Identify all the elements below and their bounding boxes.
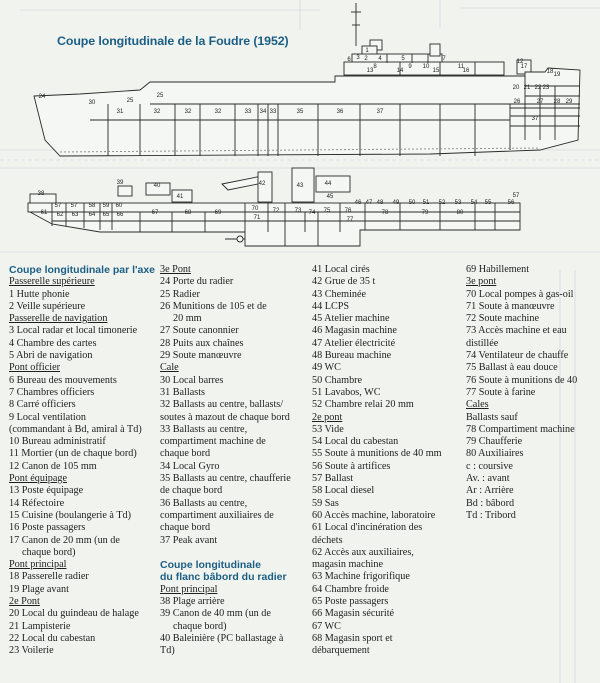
legend-item: 19 Plage avant bbox=[9, 583, 69, 595]
legend-item: Ballasts sauf bbox=[466, 411, 518, 423]
ship-1-compartment-label: 24 bbox=[38, 94, 46, 100]
ship-1-compartment-label: 32 bbox=[184, 109, 192, 115]
legend-item: débarquement bbox=[312, 645, 370, 657]
ship-2-compartment-label: 51 bbox=[422, 200, 430, 206]
ship-2-compartment-label: 67 bbox=[151, 210, 159, 216]
legend-item: 31 Ballasts bbox=[160, 386, 205, 398]
legend-item: 40 Baleinière (PC ballastage à bbox=[160, 632, 284, 644]
ship-2-compartment-label: 45 bbox=[326, 194, 334, 200]
ship-2-compartment-label: 78 bbox=[381, 210, 389, 216]
legend-item: 22 Local du cabestan bbox=[9, 632, 96, 644]
legend-item: 57 Ballast bbox=[312, 473, 354, 485]
legend-item: Ar : Arrière bbox=[466, 485, 514, 497]
legend-item: 48 Bureau machine bbox=[312, 350, 392, 362]
legend-item: 75 Ballast à eau douce bbox=[466, 362, 558, 374]
legend-item: 12 Canon de 105 mm bbox=[9, 460, 97, 472]
ship-2-compartment-label: 64 bbox=[88, 212, 96, 218]
ship-1-compartment-label: 25 bbox=[156, 93, 164, 99]
legend-item: Bd : bâbord bbox=[466, 497, 515, 509]
ship-1-compartment-label: 29 bbox=[565, 99, 573, 105]
ship-2-compartment-label: 52 bbox=[438, 200, 446, 206]
legend-item: 78 Compartiment machine bbox=[466, 423, 575, 435]
legend-heading: Coupe longitudinale par l'axe bbox=[9, 264, 156, 276]
legend-item: 29 Soute manœuvre bbox=[160, 350, 242, 362]
ship-2-compartment-label: 71 bbox=[253, 215, 261, 221]
ship-1-compartment-label: 28 bbox=[553, 99, 561, 105]
ship-1-compartment-label: 15 bbox=[432, 68, 440, 74]
ship-2-compartment-label: 50 bbox=[408, 200, 416, 206]
legend-item: 4 Chambre des cartes bbox=[9, 337, 97, 349]
legend-subheading: Passerelle supérieure bbox=[9, 276, 95, 288]
legend-item bbox=[160, 547, 291, 559]
legend-item: 43 Cheminée bbox=[312, 288, 367, 300]
legend-item: 44 LCPS bbox=[312, 300, 350, 312]
ship-1-compartment-label: 10 bbox=[422, 64, 430, 70]
ship-1-compartment-label: 33 bbox=[244, 109, 252, 115]
legend-item: 13 Poste équipage bbox=[9, 485, 84, 497]
legend-item: 62 Accès aux auxiliaires, bbox=[312, 546, 414, 558]
ship-2-compartment-label: 54 bbox=[470, 200, 478, 206]
ship-1-compartment-label: 9 bbox=[408, 64, 412, 70]
legend-subheading: 2e Pont bbox=[9, 596, 40, 608]
ship-1-compartment-label: 23 bbox=[542, 85, 550, 91]
legend-item: 70 Local pompes à gas-oil bbox=[466, 288, 574, 300]
legend-item: 79 Chaufferie bbox=[466, 436, 523, 448]
legend-item: 20 Local du guindeau de halage bbox=[9, 608, 139, 620]
legend-item: distillée bbox=[466, 337, 499, 349]
ship-2-compartment-label: 43 bbox=[296, 183, 304, 189]
legend-item: 3 Local radar et local timonerie bbox=[9, 325, 138, 337]
legend-item: 15 Cuisine (boulangerie à Td) bbox=[9, 509, 132, 521]
legend-heading: Coupe longitudinale bbox=[160, 559, 261, 572]
ship-1-compartment-label: 12 bbox=[516, 59, 524, 65]
legend-item: de chaque bord bbox=[160, 485, 223, 497]
ship-2-compartment-label: 53 bbox=[454, 200, 462, 206]
legend-item: 45 Atelier machine bbox=[312, 313, 390, 325]
legend-item: 28 Puits aux chaînes bbox=[160, 337, 244, 349]
legend-item: 36 Ballasts au centre, bbox=[160, 497, 248, 509]
ship-1-compartment-label: 1 bbox=[365, 48, 369, 54]
ship-2-compartment-label: 39 bbox=[116, 180, 124, 186]
ship-1-compartment-label: 2 bbox=[364, 56, 368, 62]
legend-item: 76 Soute à munitions de 40 bbox=[466, 374, 578, 386]
legend-subheading: Pont officier bbox=[9, 362, 61, 374]
ship-2-compartment-label: 57 bbox=[70, 203, 78, 209]
legend-item: 50 Chambre bbox=[312, 374, 363, 386]
legend-item: 16 Poste passagers bbox=[9, 522, 86, 534]
ship-1-compartment-label: 32 bbox=[214, 109, 222, 115]
legend-item: 18 Passerelle radier bbox=[9, 571, 89, 583]
legend-item: 55 Soute à munitions de 40 mm bbox=[312, 448, 442, 460]
ship-1-compartment-label: 26 bbox=[513, 99, 521, 105]
ship-1-compartment-label: 4 bbox=[378, 56, 382, 62]
ship-1-compartment-label: 19 bbox=[553, 72, 561, 78]
ship-2-compartment-label: 57 bbox=[512, 193, 520, 199]
ship-2-compartment-label: 66 bbox=[116, 212, 124, 218]
legend-item: 51 Lavabos, WC bbox=[312, 386, 381, 398]
legend-item: 39 Canon de 40 mm (un de bbox=[160, 608, 271, 620]
legend-item: 68 Magasin sport et bbox=[312, 632, 393, 644]
ship-2-compartment-label: 80 bbox=[456, 210, 464, 216]
ship-2-compartment-label: 48 bbox=[376, 200, 384, 206]
ship-2-compartment-label: 55 bbox=[484, 200, 492, 206]
ship-2-compartment-label: 68 bbox=[184, 210, 192, 216]
legend-item: 11 Mortier (un de chaque bord) bbox=[9, 448, 137, 460]
legend-subheading: Pont équipage bbox=[9, 473, 68, 485]
legend-item: c : coursive bbox=[466, 460, 513, 472]
legend-column-4 bbox=[466, 264, 577, 522]
legend-heading: du flanc bâbord du radier bbox=[160, 571, 287, 584]
legend-subheading: 3e Pont bbox=[160, 264, 191, 275]
legend-item: déchets bbox=[312, 534, 343, 546]
legend-item: 58 Local diesel bbox=[312, 485, 375, 497]
ship-1-compartment-label: 16 bbox=[462, 68, 470, 74]
legend-item: 64 Chambre froide bbox=[312, 583, 389, 595]
legend-item: 30 Local barres bbox=[160, 374, 224, 386]
legend-item: 33 Ballasts au centre, bbox=[160, 423, 248, 435]
legend-item: magasin machine bbox=[312, 559, 384, 571]
page-title: Coupe longitudinale de la Foudre (1952) bbox=[57, 34, 289, 48]
ship-2-compartment-label: 76 bbox=[344, 208, 352, 214]
ship-2-compartment-label: 77 bbox=[346, 217, 354, 223]
ship-1-compartment-label: 34 bbox=[259, 109, 267, 115]
legend-item: chaque bord) bbox=[173, 620, 227, 632]
legend-item: 49 WC bbox=[312, 362, 341, 374]
legend-item: 52 Chambre relai 20 mm bbox=[312, 399, 414, 411]
legend-item: 34 Local Gyro bbox=[160, 460, 220, 472]
ship-2-compartment-label: 56 bbox=[507, 200, 515, 206]
legend-item: 25 Radier bbox=[160, 288, 200, 300]
ship-1-compartment-label: 14 bbox=[396, 68, 404, 74]
ship-2-compartment-label: 70 bbox=[251, 206, 259, 212]
legend-item: 71 Soute à manœuvre bbox=[466, 300, 555, 312]
legend-item: (commandant à Bd, amiral à Td) bbox=[9, 423, 142, 435]
legend-item: 37 Peak avant bbox=[160, 534, 218, 546]
legend-item: 1 Hutte phonie bbox=[9, 288, 70, 300]
legend-item: compartiment auxiliaires de bbox=[160, 509, 274, 521]
ship-2-compartment-label: 61 bbox=[40, 210, 48, 216]
legend-item: Td : Tribord bbox=[466, 509, 516, 521]
ship-cross-sections bbox=[0, 0, 600, 265]
legend-subheading: Cales bbox=[466, 399, 489, 411]
ship-2-compartment-label: 59 bbox=[102, 203, 110, 209]
ship-2-compartment-label: 75 bbox=[323, 208, 331, 214]
ship-2-compartment-label: 58 bbox=[88, 203, 96, 209]
legend-item: 5 Abri de navigation bbox=[9, 350, 93, 362]
ship-2-compartment-label: 40 bbox=[153, 183, 161, 189]
legend-subheading: Cale bbox=[160, 362, 179, 374]
legend-item: 54 Local du cabestan bbox=[312, 436, 399, 448]
ship-1-compartment-label: 17 bbox=[520, 64, 528, 70]
legend-item: 61 Local d'incinération des bbox=[312, 522, 423, 534]
legend-item: 27 Soute canonnier bbox=[160, 325, 239, 337]
legend-item: 26 Munitions de 105 et de bbox=[160, 300, 267, 312]
legend-item: 20 mm bbox=[173, 313, 202, 325]
ship-1-compartment-label: 30 bbox=[88, 100, 96, 106]
legend-item: 14 Réfectoire bbox=[9, 497, 65, 509]
legend-item: 69 Habillement bbox=[466, 264, 530, 275]
ship-2-compartment-label: 46 bbox=[354, 200, 362, 206]
ship-1-compartment-label: 21 bbox=[523, 85, 531, 91]
legend-item: 24 Porte du radier bbox=[160, 276, 234, 288]
ship-2-compartment-label: 73 bbox=[294, 208, 302, 214]
ship-1-compartment-label: 13 bbox=[366, 68, 374, 74]
legend-item: 60 Accès machine, laboratoire bbox=[312, 509, 436, 521]
ship-2-compartment-label: 47 bbox=[365, 200, 373, 206]
legend-item: 6 Bureau des mouvements bbox=[9, 374, 117, 386]
legend-item: 73 Accès machine et eau bbox=[466, 325, 567, 337]
legend-item: 9 Local ventilation bbox=[9, 411, 86, 423]
ship-2-compartment-label: 62 bbox=[56, 212, 64, 218]
legend-item: 47 Atelier électricité bbox=[312, 337, 396, 349]
ship-2-compartment-label: 41 bbox=[176, 194, 184, 200]
ship-1-compartment-label: 25 bbox=[126, 98, 134, 104]
legend-item: 41 Local cirés bbox=[312, 264, 370, 275]
legend-item: 35 Ballasts au centre, chaufferie bbox=[160, 473, 291, 485]
legend-item: 23 Voilerie bbox=[9, 645, 54, 657]
ship-2-compartment-label: 69 bbox=[214, 210, 222, 216]
legend-item: 38 Plage arrière bbox=[160, 596, 225, 608]
ship-1-compartment-label: 36 bbox=[336, 109, 344, 115]
legend-item: 63 Machine frigorifique bbox=[312, 571, 410, 583]
ship-1-compartment-label: 27 bbox=[536, 99, 544, 105]
ship-1-compartment-label: 6 bbox=[347, 57, 351, 63]
legend-item: 7 Chambres officiers bbox=[9, 386, 95, 398]
legend-item: 53 Vide bbox=[312, 423, 344, 435]
ship-1-compartment-label: 22 bbox=[534, 85, 542, 91]
legend-item: 59 Sas bbox=[312, 497, 339, 509]
legend-column-2 bbox=[160, 264, 291, 658]
legend-column-3 bbox=[312, 264, 442, 658]
legend-subheading: 3e pont bbox=[466, 276, 497, 288]
legend-item: 66 Magasin sécurité bbox=[312, 608, 395, 620]
legend-item: soutes à mazout de chaque bord bbox=[160, 411, 290, 423]
legend-item: 72 Soute machine bbox=[466, 313, 539, 325]
legend-subheading: Passerelle de navigation bbox=[9, 313, 108, 325]
legend-subheading: Pont principal bbox=[9, 559, 67, 571]
ship-1-compartment-label: 31 bbox=[116, 109, 124, 115]
legend-item: chaque bord bbox=[160, 522, 211, 534]
ship-2-compartment-label: 42 bbox=[258, 181, 266, 187]
legend-item: chaque bord bbox=[160, 448, 211, 460]
ship-1-compartment-label: 33 bbox=[269, 109, 277, 115]
ship-1-compartment-label: 37 bbox=[531, 116, 539, 122]
ship-2-compartment-label: 49 bbox=[392, 200, 400, 206]
legend-subheading: 2e pont bbox=[312, 411, 343, 423]
ship-1-compartment-label: 8 bbox=[373, 64, 377, 70]
legend-item: 77 Soute à farine bbox=[466, 386, 536, 398]
legend-item: 21 Lampisterie bbox=[9, 620, 71, 632]
ship-2-compartment-label: 60 bbox=[115, 203, 123, 209]
ship-2-compartment-label: 65 bbox=[102, 212, 110, 218]
legend-item: 65 Poste passagers bbox=[312, 596, 389, 608]
ship-1-compartment-label: 7 bbox=[442, 56, 446, 62]
ship-1-compartment-label: 5 bbox=[401, 56, 405, 62]
legend-item: 74 Ventilateur de chauffe bbox=[466, 350, 569, 362]
ship-2-compartment-label: 74 bbox=[308, 210, 316, 216]
ship-1-compartment-label: 11 bbox=[457, 64, 465, 70]
ship-1-compartment-label: 37 bbox=[376, 109, 384, 115]
ship-2-compartment-label: 63 bbox=[71, 212, 79, 218]
legend-item: 10 Bureau administratif bbox=[9, 436, 106, 448]
legend-item: 2 Veille supérieure bbox=[9, 300, 86, 312]
legend-item: Av. : avant bbox=[466, 473, 510, 485]
ship-2-compartment-label: 38 bbox=[37, 191, 45, 197]
legend-item: 67 WC bbox=[312, 620, 341, 632]
legend-item: 80 Auxiliaires bbox=[466, 448, 524, 460]
ship-2-compartment-label: 57 bbox=[54, 203, 62, 209]
ship-1-compartment-label: 35 bbox=[296, 109, 304, 115]
legend-item: 46 Magasin machine bbox=[312, 325, 397, 337]
ship-1-compartment-label: 18 bbox=[546, 69, 554, 75]
ship-2-compartment-label: 44 bbox=[324, 181, 332, 187]
ship-1-compartment-label: 3 bbox=[356, 55, 360, 61]
ship-1-compartment-label: 32 bbox=[153, 109, 161, 115]
legend-item: compartiment machine de bbox=[160, 436, 266, 448]
legend-item: Td) bbox=[160, 645, 175, 657]
legend-item: 42 Grue de 35 t bbox=[312, 276, 376, 288]
legend-column-1 bbox=[9, 264, 155, 658]
legend-item: 17 Canon de 20 mm (un de bbox=[9, 534, 120, 546]
legend-item: 56 Soute à artifices bbox=[312, 460, 391, 472]
ship-1-section bbox=[34, 3, 580, 156]
legend-item: chaque bord) bbox=[22, 546, 76, 558]
legend-subheading: Pont principal bbox=[160, 583, 218, 595]
ship-2-compartment-label: 79 bbox=[421, 210, 429, 216]
ship-1-compartment-label: 20 bbox=[512, 85, 520, 91]
ship-2-compartment-label: 72 bbox=[272, 208, 280, 214]
legend-item: 8 Carré officiers bbox=[9, 399, 76, 411]
legend-item: 32 Ballasts au centre, ballasts/ bbox=[160, 399, 284, 411]
